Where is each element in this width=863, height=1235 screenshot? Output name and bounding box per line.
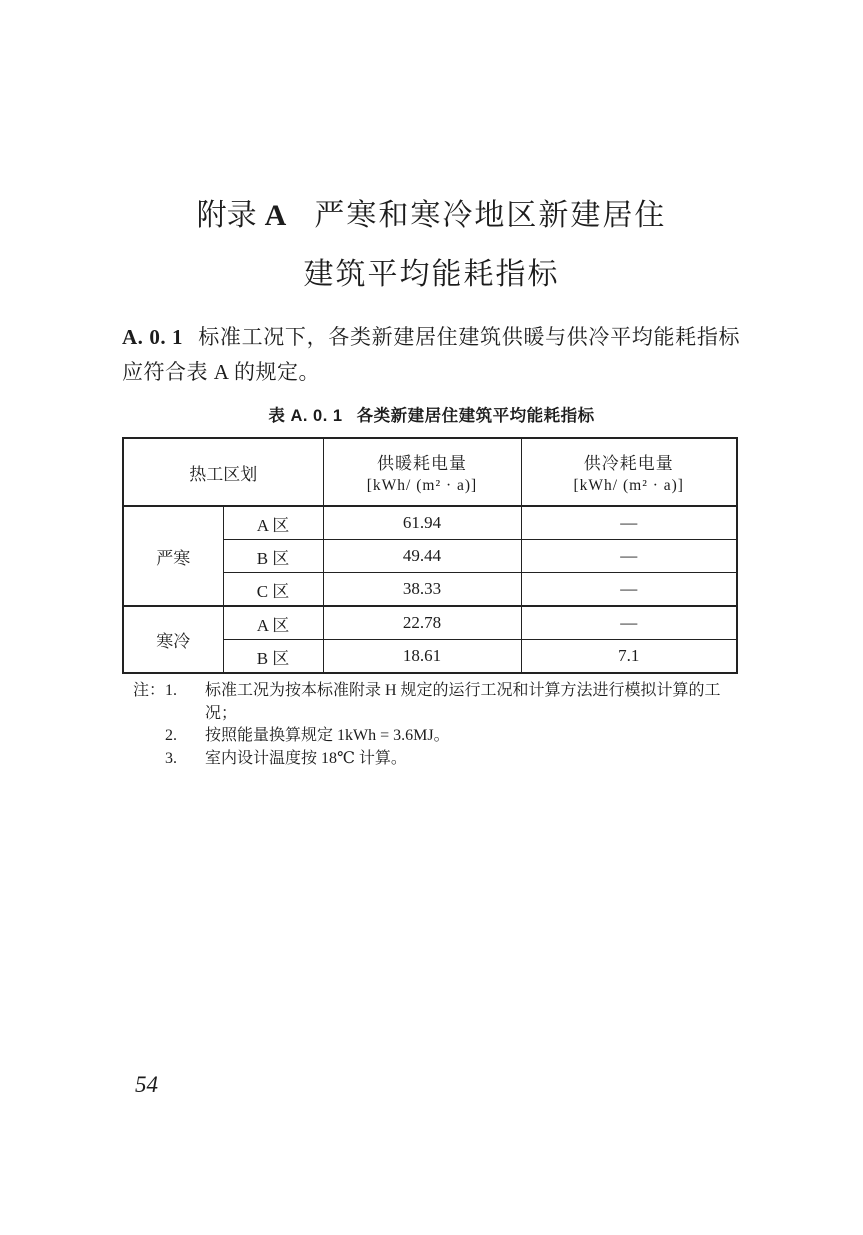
header-cooling-name: 供冷耗电量 — [583, 454, 674, 473]
header-cooling-unit: [kWh/ (m² · a)] — [573, 477, 684, 494]
header-heating-cell — [323, 438, 521, 506]
appendix-title-line2: 建筑平均能耗指标 — [303, 258, 560, 291]
table-caption-number: 表 A. 0. 1 — [268, 407, 343, 425]
subzone-cell: B 区 — [223, 640, 323, 674]
table-notes — [133, 680, 745, 770]
table-caption-text: 各类新建居住建筑平均能耗指标 — [356, 407, 595, 425]
note-item — [133, 725, 745, 748]
clause-paragraph — [122, 320, 740, 390]
header-cooling-cell — [521, 438, 737, 506]
appendix-title-line1 — [197, 199, 667, 232]
cooling-value-cell: — — [521, 573, 737, 607]
note-number: 3. — [165, 749, 177, 767]
note-number: 1. — [165, 682, 177, 699]
clause-text: 标准工况下，各类新建居住建筑供暖与供冷平均能耗指标应符合表 A 的规定。 — [122, 325, 740, 384]
note-text: 按照能量换算规定 1kWh = 3.6MJ。 — [205, 727, 450, 744]
zone-group-cold: 寒冷 — [123, 606, 223, 673]
cooling-value-cell: 7.1 — [521, 640, 737, 674]
table-caption — [0, 402, 863, 426]
heating-value-cell: 61.94 — [323, 506, 521, 540]
cooling-value-cell: — — [521, 540, 737, 573]
subzone-cell: C 区 — [223, 573, 323, 607]
heating-value-cell: 22.78 — [323, 606, 521, 640]
heating-value-cell: 38.33 — [323, 573, 521, 607]
zone-group-severe-cold: 严寒 — [123, 506, 223, 606]
clause-number: A. 0. 1 — [122, 325, 184, 349]
note-text: 标准工况为按本标准附录 H 规定的运行工况和计算方法进行模拟计算的工况； — [205, 682, 721, 722]
subzone-cell: A 区 — [223, 506, 323, 540]
note-item — [133, 748, 745, 771]
note-number: 2. — [165, 727, 177, 744]
table-row — [123, 606, 737, 640]
heating-value-cell: 49.44 — [323, 540, 521, 573]
cooling-value-cell: — — [521, 606, 737, 640]
note-text: 室内设计温度按 18℃ 计算。 — [205, 749, 407, 767]
subzone-cell: A 区 — [223, 606, 323, 640]
energy-consumption-table — [122, 437, 738, 674]
note-item — [133, 680, 745, 725]
appendix-label: 附录 — [196, 199, 257, 232]
notes-label: 注： — [133, 682, 166, 699]
table-row — [123, 506, 737, 540]
cooling-value-cell: — — [521, 506, 737, 540]
heating-value-cell: 18.61 — [323, 640, 521, 674]
subzone-cell: B 区 — [223, 540, 323, 573]
header-heating-unit: [kWh/ (m² · a)] — [366, 477, 478, 494]
header-heating-name: 供暖耗电量 — [377, 454, 467, 473]
table-header-row — [123, 438, 737, 506]
page-number: 54 — [135, 1072, 158, 1097]
appendix-title — [0, 186, 863, 304]
appendix-letter: A — [264, 199, 287, 232]
header-zone-cell: 热工区划 — [123, 438, 323, 506]
appendix-title-text: 严寒和寒冷地区新建居住 — [314, 199, 667, 232]
